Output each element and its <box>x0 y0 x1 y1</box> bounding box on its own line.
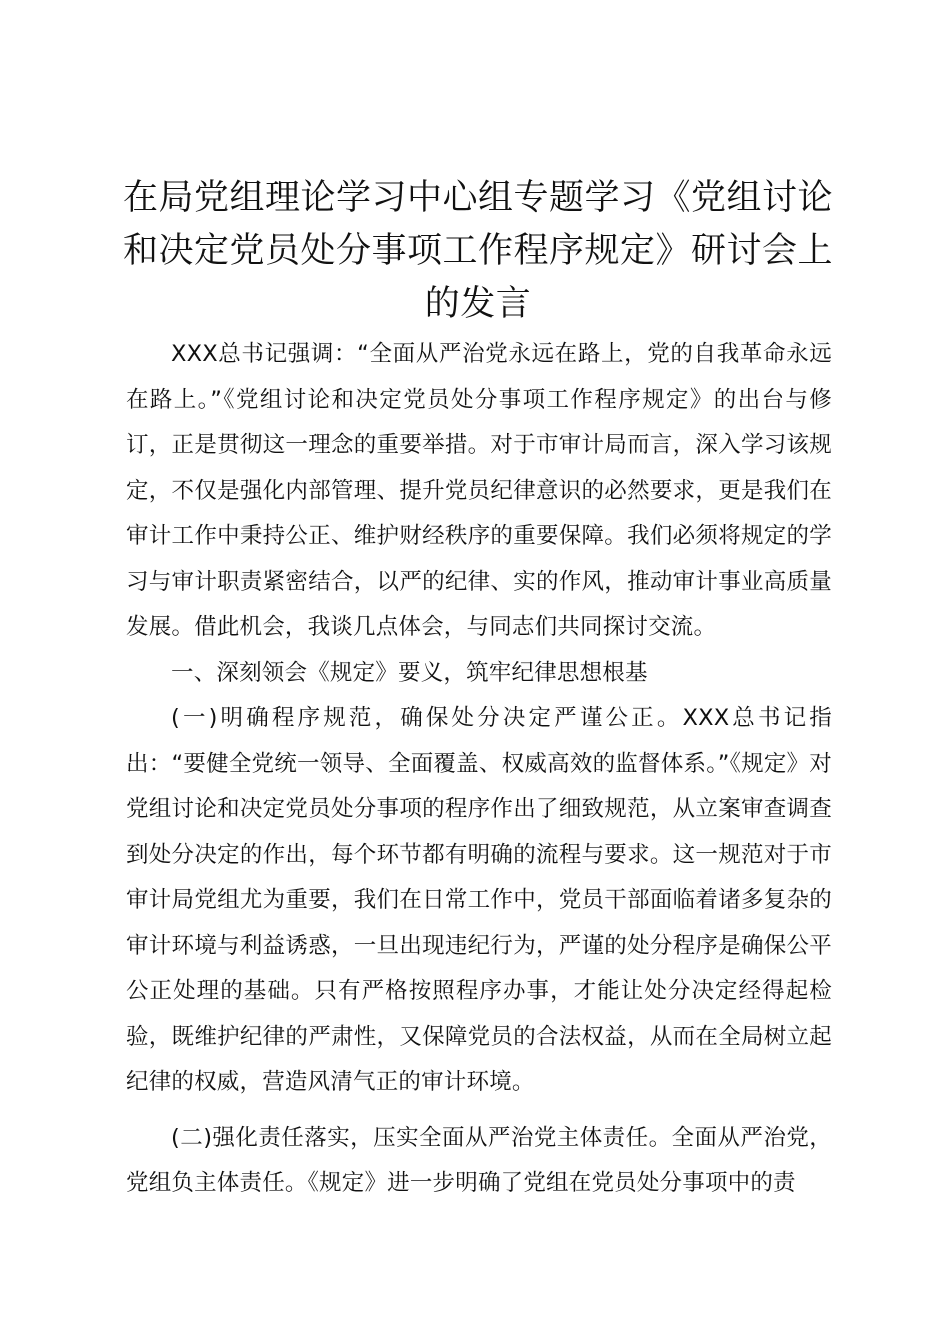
subsection-paragraph-2: (二)强化责任落实，压实全面从严治党主体责任。全面从严治党，党组负主体责任。《规定》进一步明确了党组在党员处分事项中的责 <box>126 1124 832 1196</box>
document-title: 在局党组理论学习中心组专题学习《党组讨论和决定党员处分事项工作程序规定》研讨会上的发言 <box>122 178 833 324</box>
section-heading: 一、深刻领会《规定》要义，筑牢纪律思想根基 <box>171 659 648 686</box>
document-body <box>126 332 832 1207</box>
intro-paragraph: XXX总书记强调：“全面从严治党永远在路上，党的自我革命永远在路上。”《党组讨论和决定党员处分事项工作程序规定》的出台与修订，正是贯彻这一理念的重要举措。对于市审计局而言，深入学习该规定，不仅是强化内部管理、提升党员纪律意识的必然要求，更是我们在审计工作中秉持公正、维护财经秩序的重要保障。我们必须将规定的学习与审计职责紧密结合，以严的纪律、实的作风，推动审计事业高质量发展。借此机会，我谈几点体会，与同志们共同探讨交流。 <box>126 341 832 640</box>
subsection-paragraph-1: (一)明确程序规范，确保处分决定严谨公正。XXX总书记指出：“要健全党统一领导、全面覆盖、权威高效的监督体系。”《规定》对党组讨论和决定党员处分事项的程序作出了细致规范，从立案审查调查到处分决定的作出，每个环节都有明确的流程与要求。这一规范对于市审计局党组尤为重要，我们在日常工作中，党员干部面临着诸多复杂的审计环境与利益诱惑，一旦出现违纪行为，严谨的处分程序是确保公平公正处理的基础。只有严格按照程序办事，才能让处分决定经得起检验，既维护纪律的严肃性，又保障党员的合法权益，从而在全局树立起纪律的权威，营造风清气正的审计环境。 <box>126 705 832 1095</box>
